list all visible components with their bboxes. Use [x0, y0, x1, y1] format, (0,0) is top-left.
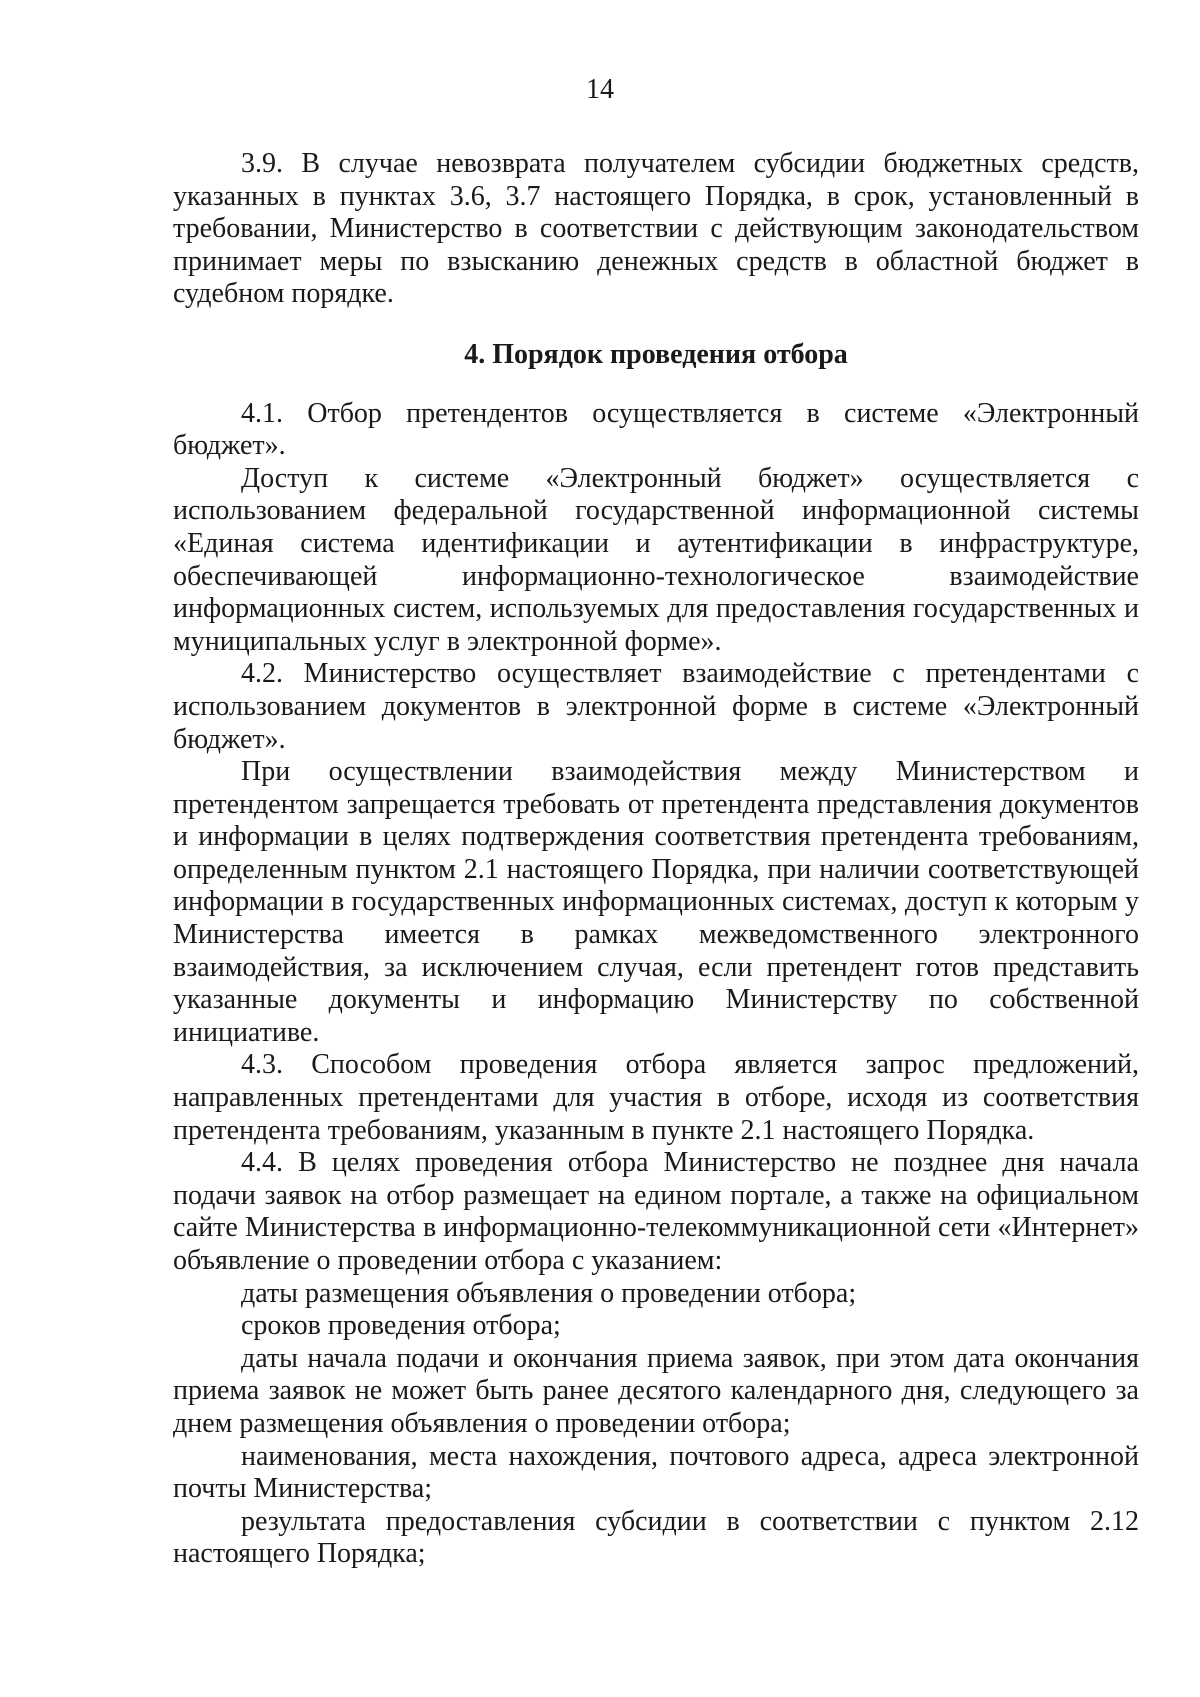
list-item-ministry-contacts: наименования, места нахождения, почтового адреса, адреса электронной почты Министерства;: [173, 1440, 1139, 1505]
paragraph-4-3: 4.3. Способом проведения отбора является запрос предложений, направленных претендентами для участия в отборе, исходя из соответствия претендента требованиям, указанным в пункте 2.1 настоящего Порядка.: [173, 1049, 1139, 1146]
paragraph-access: Доступ к системе «Электронный бюджет» осуществляется с использованием федеральной государственной информационной системы «Единая система идентификации и аутентификации в инфраструктуре, обеспечивающей информационно-технологическое взаимодействие информационных систем, используемых для предоставления государственных и муниципальных услуг в электронной форме».: [173, 462, 1139, 657]
paragraph-4-1: 4.1. Отбор претендентов осуществляется в системе «Электронный бюджет».: [173, 397, 1139, 462]
list-item-subsidy-result: результата предоставления субсидии в соответствии с пунктом 2.12 настоящего Порядка;: [173, 1505, 1139, 1570]
section-heading: 4. Порядок проведения отбора: [464, 338, 848, 370]
paragraph-interaction: При осуществлении взаимодействия между Министерством и претендентом запрещается требовать от претендента представления документов и информации в целях подтверждения соответствия претендента требованиям, определенным пунктом 2.1 настоящего Порядка, при наличии соответствующей информации в государственных информационных системах, доступ к которым у Министерства имеется в рамках межведомственного электронного взаимодействия, за исключением случая, если претендент готов представить указанные документы и информацию Министерству по собственной инициативе.: [173, 756, 1139, 1048]
paragraph-4-4: 4.4. В целях проведения отбора Министерство не позднее дня начала подачи заявок на отбор размещает на едином портале, а также на официальном сайте Министерства в информационно-телекоммуникационной сети «Интернет» объявление о проведении отбора с указанием:: [173, 1147, 1139, 1276]
list-item-selection-terms: сроков проведения отбора;: [241, 1310, 561, 1342]
paragraph-3-9: 3.9. В случае невозврата получателем субсидии бюджетных средств, указанных в пунктах 3.6, 3.7 настоящего Порядка, в срок, установленный в требовании, Министерство в соответствии с действующим законодательством принимает меры по взысканию денежных средств в областной бюджет в судебном порядке.: [173, 148, 1139, 310]
list-item-placement-date: даты размещения объявления о проведении отбора;: [241, 1277, 857, 1309]
document-body: [173, 148, 1139, 1571]
list-item-application-dates: даты начала подачи и окончания приема заявок, при этом дата окончания приема заявок не может быть ранее десятого календарного дня, следующего за днем размещения объявления о проведении отбора;: [173, 1342, 1139, 1439]
paragraph-4-2: 4.2. Министерство осуществляет взаимодействие с претендентами с использованием документов в электронной форме в системе «Электронный бюджет».: [173, 658, 1139, 755]
page-number: 14: [586, 74, 614, 105]
